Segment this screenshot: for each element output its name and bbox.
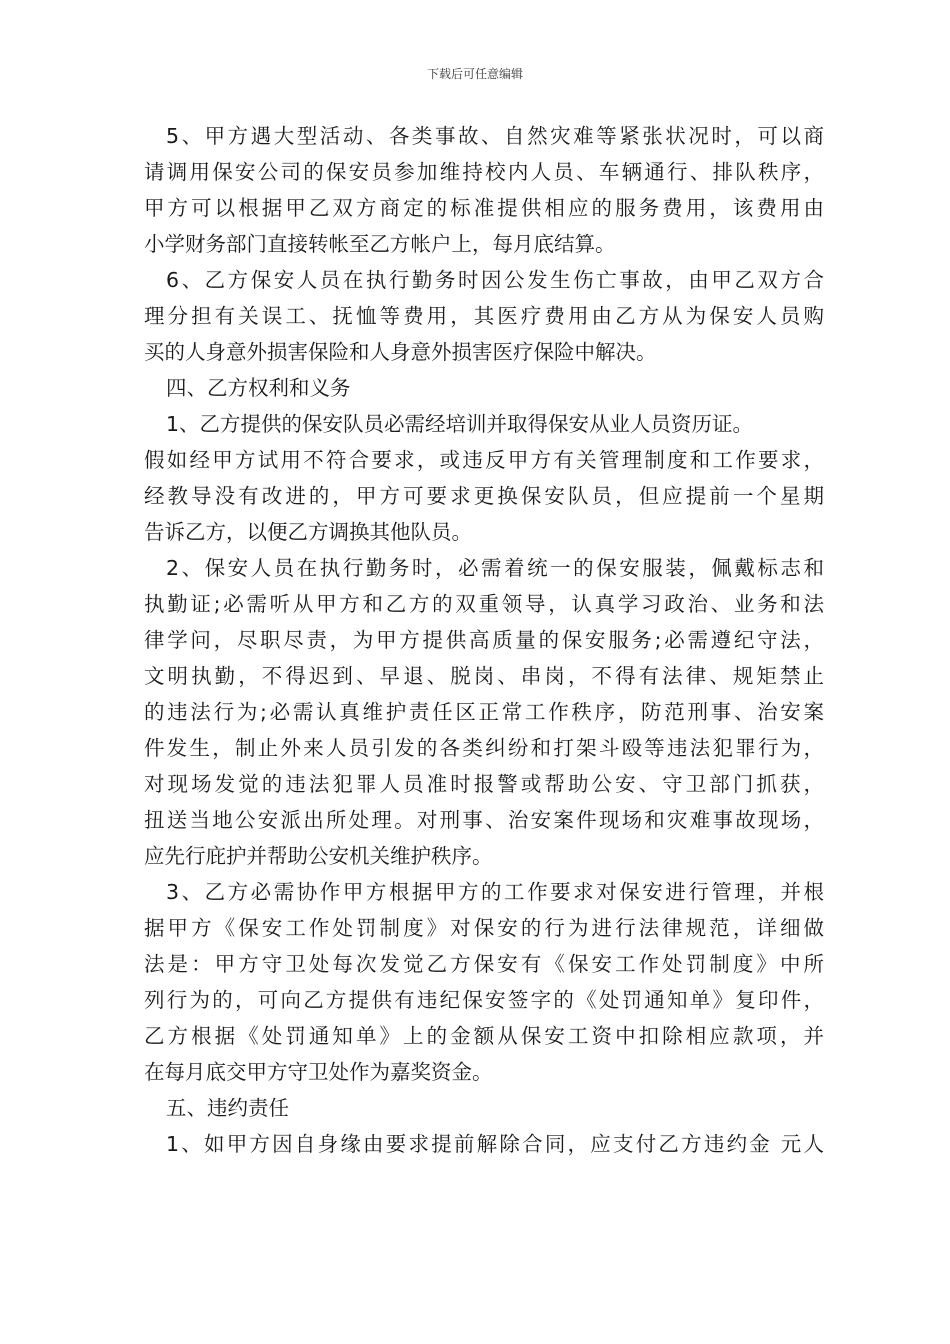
text-line: 小学财务部门直接转帐至乙方帐户上，每月底结算。 <box>144 232 616 256</box>
text-line: 经教导没有改进的，甲方可要求更换保安队员，但应提前一个星期 <box>144 484 824 508</box>
text-line: 2、保安人员在执行勤务时，必需着统一的保安服装，佩戴标志和 <box>166 556 824 580</box>
text-line: 理分担有关误工、抚恤等费用，其医疗费用由乙方从为保安人员购 <box>144 304 824 328</box>
text-line: 列行为的，可向乙方提供有违纪保安签字的《处罚通知单》复印件， <box>144 988 824 1012</box>
text-line: 的违法行为;必需认真维护责任区正常工作秩序，防范刑事、治安案 <box>144 700 824 724</box>
text-line: 请调用保安公司的保安员参加维持校内人员、车辆通行、排队秩序， <box>144 160 824 184</box>
text-line: 律学问，尽职尽责，为甲方提供高质量的保安服务;必需遵纪守法， <box>144 628 824 652</box>
text-line: 买的人身意外损害保险和人身意外损害医疗保险中解决。 <box>144 340 657 364</box>
text-line: 据甲方《保安工作处罚制度》对保安的行为进行法律规范，详细做 <box>144 916 824 940</box>
text-line: 假如经甲方试用不符合要求，或违反甲方有关管理制度和工作要求， <box>144 448 824 472</box>
document-body <box>144 118 824 1162</box>
text-line: 应先行庇护并帮助公安机关维护秩序。 <box>144 844 493 868</box>
text-line: 乙方根据《处罚通知单》上的金额从保安工资中扣除相应款项，并 <box>144 1024 824 1048</box>
text-line: 对现场发觉的违法犯罪人员准时报警或帮助公安、守卫部门抓获， <box>144 772 824 796</box>
text-line: 执勤证;必需听从甲方和乙方的双重领导，认真学习政治、业务和法 <box>144 592 824 616</box>
text-line: 文明执勤，不得迟到、早退、脱岗、串岗，不得有法律、规矩禁止 <box>144 664 824 688</box>
text-line: 6、乙方保安人员在执行勤务时因公发生伤亡事故，由甲乙双方合 <box>166 268 824 292</box>
text-line: 扭送当地公安派出所处理。对刑事、治安案件现场和灾难事故现场， <box>144 808 824 832</box>
text-line: 甲方可以根据甲乙双方商定的标准提供相应的服务费用，该费用由 <box>144 196 824 220</box>
text-line: 件发生，制止外来人员引发的各类纠纷和打架斗殴等违法犯罪行为， <box>144 736 824 760</box>
text-line: 5、甲方遇大型活动、各类事故、自然灾难等紧张状况时，可以商 <box>166 124 824 148</box>
text-line: 四、乙方权利和义务 <box>166 376 351 400</box>
text-line: 告诉乙方，以便乙方调换其他队员。 <box>144 520 472 544</box>
page-header: 下载后可任意编辑 <box>426 67 523 81</box>
text-line: 1、乙方提供的保安队员必需经培训并取得保安从业人员资历证。 <box>166 412 754 436</box>
text-line: 法是：甲方守卫处每次发觉乙方保安有《保安工作处罚制度》中所 <box>144 952 824 976</box>
text-line: 3、乙方必需协作甲方根据甲方的工作要求对保安进行管理，并根 <box>166 880 824 904</box>
text-line: 五、违约责任 <box>166 1096 289 1120</box>
text-line: 在每月底交甲方守卫处作为嘉奖资金。 <box>144 1060 493 1084</box>
text-line: 1、如甲方因自身缘由要求提前解除合同，应支付乙方违约金 元人 <box>166 1132 824 1156</box>
